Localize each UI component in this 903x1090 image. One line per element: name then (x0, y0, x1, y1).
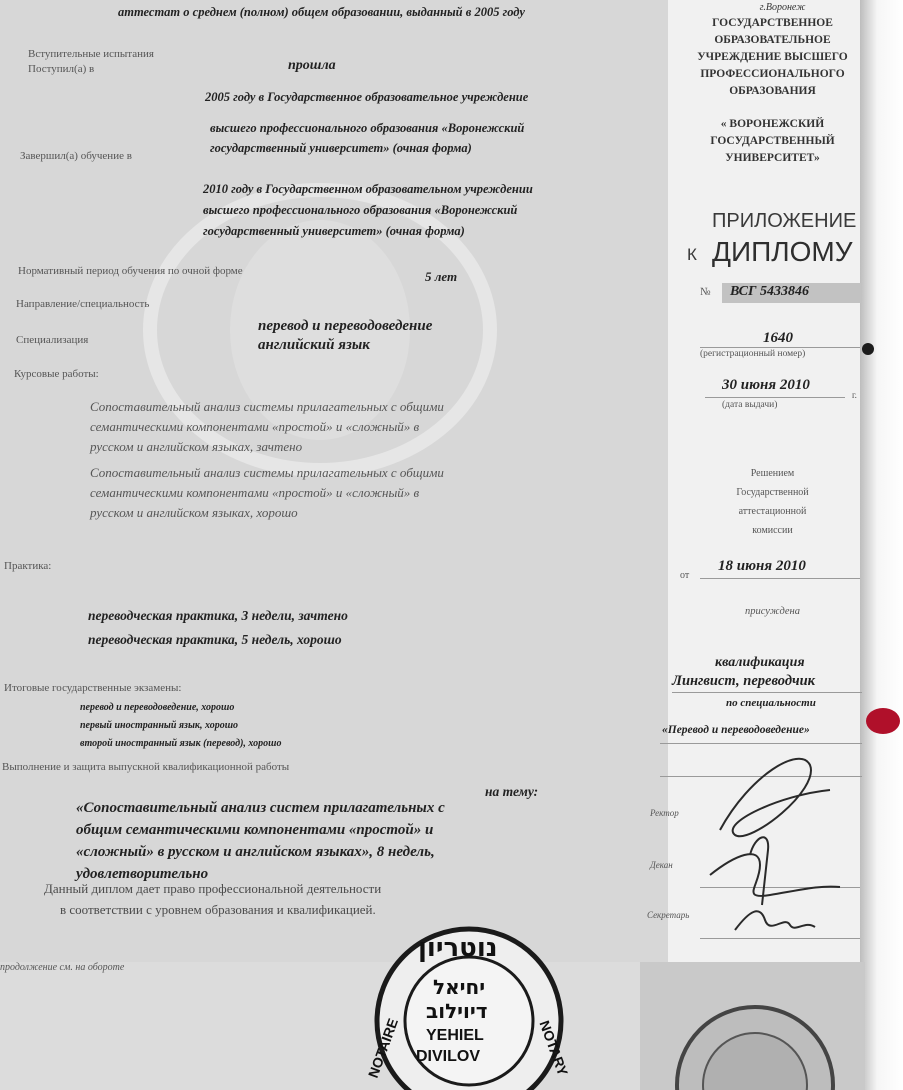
entrance-label: Вступительные испытания (28, 48, 154, 60)
exams-label: Итоговые государственные экзамены: (4, 682, 182, 694)
number-sign: № (700, 286, 711, 298)
secretary-label: Секретарь (647, 910, 690, 920)
coursework-label: Курсовые работы: (14, 368, 99, 380)
institution-line-5: ОБРАЗОВАНИЯ (729, 85, 816, 97)
practice-line-1: переводческая практика, 3 недели, зачтено (88, 608, 348, 623)
specialization-value: английский язык (258, 337, 370, 353)
exams-line-3: второй иностранный язык (перевод), хорошо (80, 738, 282, 749)
issue-date-caption: (дата выдачи) (722, 400, 778, 410)
thesis-line-4: удовлетворительно (76, 866, 209, 882)
commission-line-2: Государственной (736, 487, 809, 498)
stamp-latin-name-1: YEHIEL (426, 1027, 484, 1044)
red-wax-seal-icon (866, 708, 900, 734)
direction-value: перевод и переводоведение (258, 318, 433, 334)
commission-line-1: Решением (750, 468, 795, 479)
specialty-value: «Перевод и переводоведение» (662, 724, 810, 736)
qualification-label: квалификация (715, 655, 805, 670)
commission-line-3: аттестационной (738, 506, 807, 517)
to-diploma-title: ДИПЛОМУ (712, 236, 853, 267)
issue-date: 30 июня 2010 (722, 377, 810, 393)
practice-line-2: переводческая практика, 5 недель, хорошо (88, 632, 342, 647)
reg-number: 1640 (763, 330, 793, 346)
thesis-line-3: «сложный» в русском и английском языках», 8 недель, (76, 844, 435, 860)
issue-year-suffix: г. (852, 390, 857, 400)
institution-line-2: ОБРАЗОВАТЕЛЬНОЕ (714, 34, 831, 46)
dean-label: Декан (650, 860, 673, 870)
awarded-label: присуждена (744, 606, 801, 617)
enrolled-line-2: высшего профессионального образования «Воронежский (210, 121, 525, 135)
stamp-hebrew-name-1: יחיאל (433, 975, 486, 999)
rights-line-2: в соответствии с уровнем образования и квалификацией. (60, 902, 376, 917)
coursework-line-4: Сопоставительный анализ системы прилагательных с общими (90, 465, 444, 480)
enrolled-line-3: государственный университет» (очная форма) (210, 141, 472, 155)
institution-line-8: УНИВЕРСИТЕТ» (725, 152, 820, 164)
commission-date-line (700, 578, 860, 579)
commission-line-4: комиссии (752, 525, 793, 536)
rector-label: Ректор (650, 808, 679, 818)
reg-number-line (700, 347, 860, 348)
finished-label: Завершил(а) обучение в (20, 150, 132, 162)
coursework-line-3: русском и английском языках, зачтено (90, 439, 303, 454)
city: г.Воронеж (759, 2, 806, 13)
stamp-side-right: NOTARY (536, 1018, 572, 1078)
institution-line-1: ГОСУДАРСТВЕННОЕ (712, 17, 833, 29)
thesis-line-2: общим семантическими компонентами «простой» и (76, 822, 434, 838)
coursework-line-6: русском и английском языках, хорошо (90, 505, 298, 520)
qualification-line (672, 692, 862, 693)
finished-line-2: высшего профессионального образования «Воронежский (203, 203, 518, 217)
period-value: 5 лет (425, 269, 458, 284)
specialization-label: Специализация (16, 334, 89, 346)
commission-date: 18 июня 2010 (718, 558, 806, 574)
page-edge-shadow (860, 0, 903, 1090)
finished-line-3: государственный университет» (очная форма) (203, 224, 465, 238)
rights-line-1: Данный диплом дает право профессиональной деятельности (44, 881, 382, 896)
thesis-label: Выполнение и защита выпускной квалификационной работы (2, 761, 290, 773)
finished-line-1: 2010 году в Государственном образовательном учреждении (203, 182, 533, 196)
institution-line-3: УЧРЕЖДЕНИЕ ВЫСШЕГО (697, 51, 848, 63)
diploma-number: ВСГ 5433846 (730, 284, 809, 299)
thesis-line-1: «Сопоставительный анализ систем прилагательных с (76, 800, 445, 816)
university-round-seal-icon (640, 975, 862, 1090)
certificate-line: аттестат о среднем (полном) общем образовании, выданный в 2005 году (118, 5, 525, 19)
binding-thread-dot (862, 343, 874, 355)
issue-date-line (705, 397, 845, 398)
stamp-hebrew-top: נוטריון (418, 933, 498, 963)
enrolled-line-1: 2005 году в Государственное образовательное учреждение (205, 90, 529, 104)
enrolled-value: прошла (288, 58, 336, 73)
coursework-line-2: семантическими компонентами «простой» и «сложный» в (90, 419, 420, 434)
stamp-latin-name-2: DIVILOV (416, 1048, 481, 1065)
practice-label: Практика: (4, 560, 52, 572)
coursework-line-1: Сопоставительный анализ системы прилагательных с общими (90, 399, 444, 414)
to-diploma-prefix: К (687, 245, 697, 264)
coursework-line-5: семантическими компонентами «простой» и «сложный» в (90, 485, 420, 500)
stamp-hebrew-name-2: דיוילוב (426, 999, 488, 1023)
direction-label: Направление/специальность (16, 298, 150, 310)
qualification-value: Лингвист, переводчик (672, 673, 816, 689)
stamp-side-left: NOTAIRE (364, 1016, 402, 1080)
exams-line-2: первый иностранный язык, хорошо (80, 720, 239, 731)
institution-line-4: ПРОФЕССИОНАЛЬНОГО (700, 68, 845, 80)
institution-line-6: « ВОРОНЕЖСКИЙ (720, 118, 825, 130)
enrolled-label: Поступил(а) в (28, 63, 95, 75)
period-label: Нормативный период обучения по очной форме (18, 265, 243, 277)
continuation-note: продолжение см. на обороте (0, 962, 125, 973)
reg-number-caption: (регистрационный номер) (700, 349, 806, 359)
institution-line-7: ГОСУДАРСТВЕННЫЙ (710, 135, 835, 147)
handwritten-signatures-icon (690, 735, 860, 955)
specialty-prep: по специальности (726, 697, 816, 709)
exams-line-1: перевод и переводоведение, хорошо (80, 702, 235, 713)
thesis-theme-label: на тему: (485, 784, 539, 799)
from-label: от (680, 570, 690, 581)
appendix-title: ПРИЛОЖЕНИЕ (712, 210, 857, 232)
